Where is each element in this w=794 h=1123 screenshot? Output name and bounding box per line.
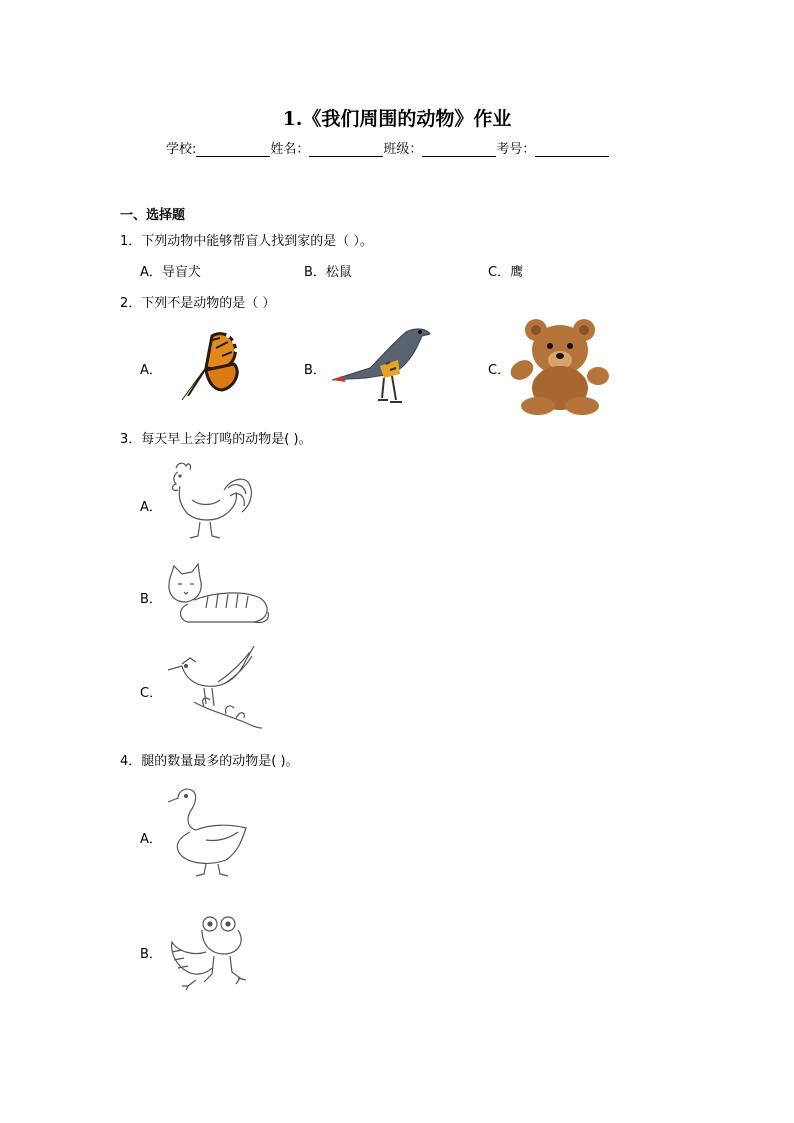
question-1-stem: 1．下列动物中能够帮盲人找到家的是（ ）。 [120, 234, 373, 249]
bird-icon [326, 320, 436, 410]
question-3-stem: 3．每天早上会打鸣的动物是( )。 [120, 432, 312, 447]
q2-option-a[interactable]: A． [140, 363, 162, 378]
name-label: 姓名： [270, 142, 310, 157]
student-info-line [166, 138, 609, 157]
q2-option-c[interactable]: C． [488, 363, 511, 378]
q3-option-c[interactable]: C． [140, 686, 163, 701]
q3-option-a[interactable]: A． [140, 500, 162, 515]
q3-option-b[interactable]: B． [140, 592, 162, 607]
teddy-bear-icon [508, 316, 612, 420]
q1-option-a[interactable]: A．导盲犬 [140, 265, 201, 280]
class-label: 班级： [383, 142, 423, 157]
cat-drawing-icon [164, 562, 274, 632]
q1-option-c[interactable]: C．鹰 [488, 265, 524, 280]
bird-on-branch-drawing-icon [164, 644, 264, 740]
school-label: 学校: [166, 142, 197, 157]
butterfly-icon [168, 328, 248, 408]
exam-no-label: 考号： [496, 142, 536, 157]
school-blank[interactable] [196, 142, 270, 157]
duck-drawing-icon [166, 784, 256, 884]
question-2-stem: 2．下列不是动物的是（ ） [120, 296, 276, 311]
q1-option-b[interactable]: B．松鼠 [304, 265, 352, 280]
q2-option-b[interactable]: B． [304, 363, 326, 378]
exam-no-blank[interactable] [535, 142, 609, 157]
name-blank[interactable] [309, 142, 383, 157]
rooster-drawing-icon [164, 460, 260, 548]
section-heading: 一、选择题 [120, 208, 186, 223]
q4-option-b[interactable]: B． [140, 947, 162, 962]
frog-drawing-icon [166, 912, 252, 996]
class-blank[interactable] [422, 142, 496, 157]
question-4-stem: 4．腿的数量最多的动物是( )。 [120, 754, 299, 769]
q4-option-a[interactable]: A． [140, 832, 162, 847]
page-title: 1.《我们周围的动物》作业 [282, 108, 512, 130]
